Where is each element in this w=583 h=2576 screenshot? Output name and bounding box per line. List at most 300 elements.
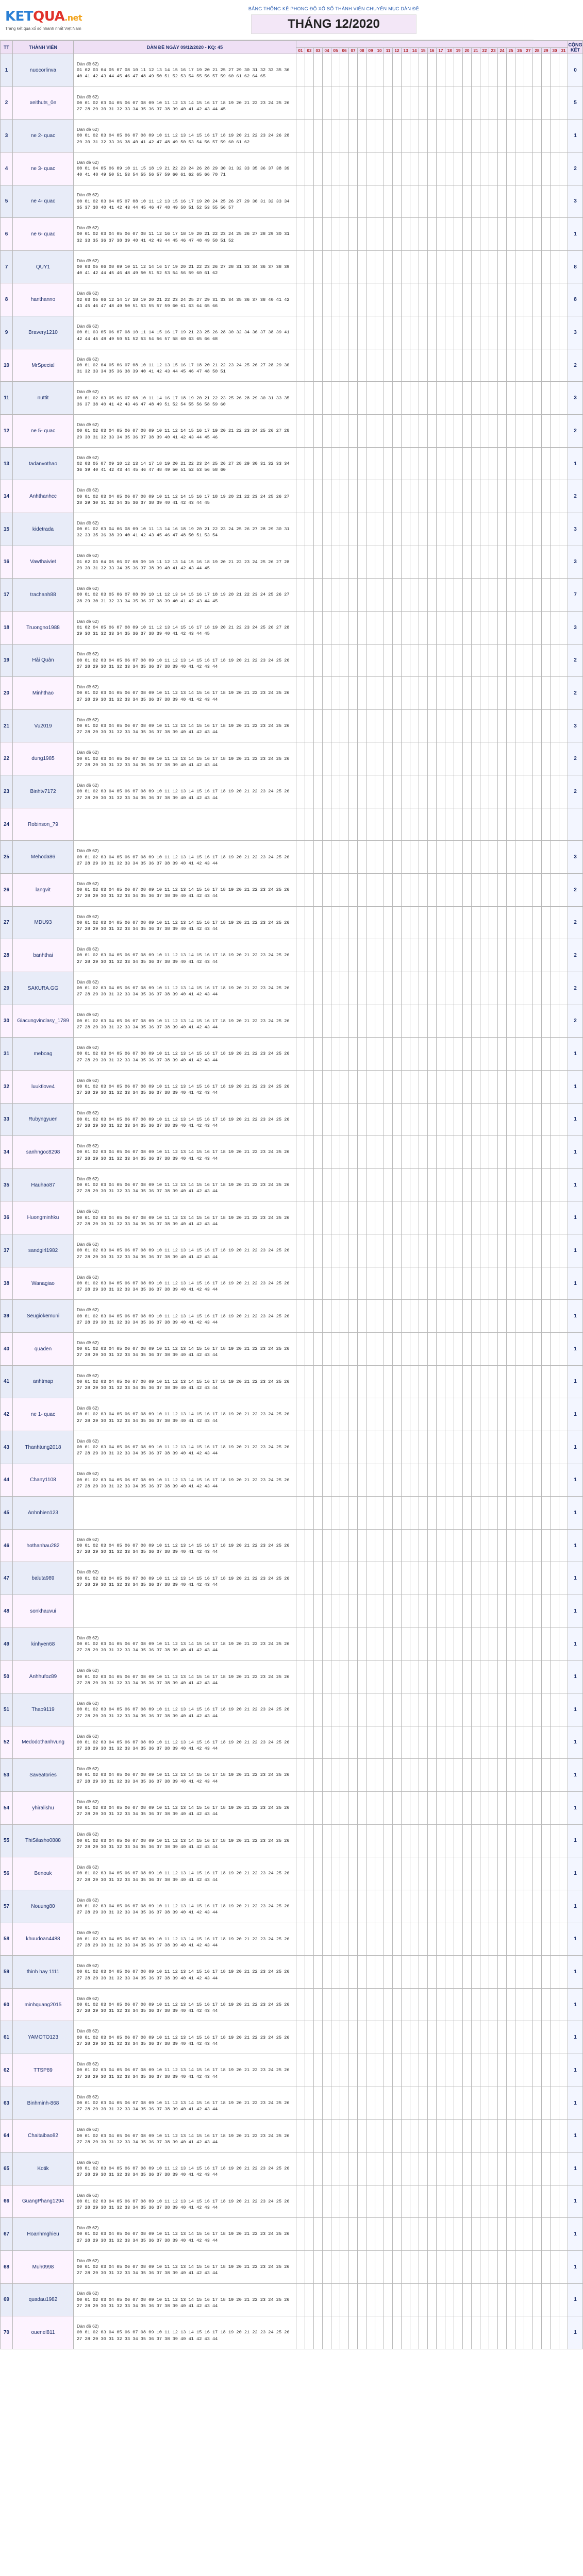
site-logo[interactable]	[0, 0, 134, 40]
day-cell	[314, 1267, 323, 1300]
day-cell	[375, 939, 384, 972]
member-name-link[interactable]: thinh hay 1111	[13, 1956, 74, 1989]
day-cell	[463, 841, 472, 874]
day-cell	[480, 709, 489, 742]
day-cell	[331, 742, 340, 775]
day-cell	[515, 2120, 524, 2153]
day-cell	[296, 415, 305, 448]
member-name-link[interactable]: Medodothanhvung	[13, 1726, 74, 1759]
day-cell	[367, 579, 375, 612]
day-cell	[340, 1038, 349, 1071]
row-total: 1	[568, 2054, 583, 2087]
day-cell	[489, 415, 498, 448]
day-cell	[437, 906, 445, 939]
day-cell	[515, 2283, 524, 2316]
number-set-values: 01 02 04 05 06 07 08 09 10 11 12 13 14 15 16 17 18 19 20 21 22 23 24 25 26 27 28 29 30 31 32 33 34 35 36 37 38 39 40 41 42 43 44 45	[77, 625, 290, 637]
day-cell	[375, 1103, 384, 1136]
day-cell	[445, 611, 454, 644]
day-cell	[331, 283, 340, 316]
row-total: 1	[568, 1890, 583, 1923]
day-cell	[437, 1398, 445, 1431]
day-cell	[419, 2021, 428, 2054]
day-cell	[384, 1988, 393, 2021]
number-set-cell	[74, 1267, 296, 1300]
day-cell	[402, 2153, 410, 2185]
day-cell	[498, 1038, 507, 1071]
day-cell	[410, 349, 419, 382]
day-cell	[296, 1562, 305, 1595]
day-cell	[472, 972, 480, 1005]
day-cell	[375, 2120, 384, 2153]
day-cell	[489, 2185, 498, 2218]
day-cell	[349, 1890, 358, 1923]
logo-wordmark[interactable]	[5, 9, 129, 25]
day-cell	[515, 1562, 524, 1595]
number-set-values: 00 01 02 03 04 05 06 07 08 09 10 11 12 13 14 15 16 17 18 19 20 21 22 23 24 25 26 27 28 29 30 31 32 33 34 35 36 37 38 39 40 41 42 43 44	[77, 1772, 290, 1784]
day-cell	[559, 1070, 568, 1103]
member-name-link[interactable]: anhtmap	[13, 1365, 74, 1398]
table-row	[1, 218, 583, 251]
member-name-link[interactable]: Truongno1988	[13, 611, 74, 644]
day-cell	[498, 152, 507, 185]
row-index: 22	[1, 742, 13, 775]
day-cell	[498, 1890, 507, 1923]
member-name-link[interactable]: Minhthao	[13, 677, 74, 710]
day-cell	[331, 611, 340, 644]
member-name-link[interactable]: Hải Quân	[13, 644, 74, 677]
day-cell	[349, 972, 358, 1005]
member-name-link[interactable]: Anhnhien123	[13, 1497, 74, 1530]
day-cell	[375, 1660, 384, 1693]
member-name-link[interactable]: xeithuts_0e	[13, 87, 74, 120]
member-name-link[interactable]: TTSP89	[13, 2054, 74, 2087]
day-cell	[515, 1332, 524, 1365]
member-name-link[interactable]: MDU93	[13, 906, 74, 939]
number-set-values: 00 01 02 03 04 05 06 07 08 09 10 11 12 13 14 15 16 17 18 19 20 21 22 23 24 25 26 27 28 29 30 31 32 33 34 35 36 37 38 39 40 41 42 43 44	[77, 1412, 290, 1423]
day-cell	[472, 283, 480, 316]
day-cell	[419, 1497, 428, 1530]
day-cell	[551, 250, 559, 283]
day-cell	[498, 2054, 507, 2087]
day-cell	[419, 1005, 428, 1038]
day-cell	[314, 1660, 323, 1693]
day-cell	[463, 1890, 472, 1923]
day-cell	[393, 841, 402, 874]
day-cell	[323, 1824, 331, 1857]
day-cell	[480, 1332, 489, 1365]
day-cell	[384, 152, 393, 185]
day-cell	[305, 579, 314, 612]
table-row	[1, 2218, 583, 2251]
day-cell	[305, 1562, 314, 1595]
day-cell	[533, 1168, 542, 1201]
row-total: 1	[568, 2153, 583, 2185]
day-cell	[463, 1136, 472, 1169]
day-cell	[349, 1431, 358, 1464]
member-name-link[interactable]: Muh0998	[13, 2250, 74, 2283]
member-name-link[interactable]: Hoanhmghieu	[13, 2218, 74, 2251]
day-cell	[551, 1759, 559, 1792]
member-name-link[interactable]: banhthai	[13, 939, 74, 972]
member-name-link[interactable]: ne 6- quac	[13, 218, 74, 251]
day-cell	[472, 218, 480, 251]
row-index: 43	[1, 1431, 13, 1464]
day-cell	[367, 546, 375, 579]
day-cell	[393, 1791, 402, 1824]
row-index: 5	[1, 185, 13, 218]
day-cell	[542, 2250, 551, 2283]
member-name-link[interactable]: sanhngoc8298	[13, 1136, 74, 1169]
member-name-link[interactable]: hothanhau282	[13, 1529, 74, 1562]
member-name-link[interactable]: meboag	[13, 1038, 74, 1071]
member-name-link[interactable]: ThiSilasho0888	[13, 1824, 74, 1857]
number-set-values: 00 01 02 03 04 05 06 07 08 09 10 11 12 13 14 15 16 17 18 19 20 21 22 23 24 25 26 27 28 29 30 31 32 33 34 35 36 37 38 39 40 41 42 43 44	[77, 2264, 290, 2276]
member-name-link[interactable]: khuudoan4488	[13, 1923, 74, 1956]
day-cell	[323, 1136, 331, 1169]
row-index: 42	[1, 1398, 13, 1431]
day-cell	[384, 1693, 393, 1726]
day-cell	[472, 546, 480, 579]
number-set-cell	[74, 709, 296, 742]
day-cell	[384, 2316, 393, 2349]
member-name-link[interactable]: MrSpecial	[13, 349, 74, 382]
member-name-link[interactable]: SAKURA.GG	[13, 972, 74, 1005]
day-cell	[428, 1201, 437, 1234]
day-cell	[559, 906, 568, 939]
member-name-link[interactable]: Anhhufoz89	[13, 1660, 74, 1693]
day-cell	[428, 2054, 437, 2087]
day-cell	[445, 1332, 454, 1365]
member-name-link[interactable]: Rubyngyuen	[13, 1103, 74, 1136]
day-cell	[498, 283, 507, 316]
member-name-link[interactable]: Thanhtung2018	[13, 1431, 74, 1464]
number-set-cell	[74, 1234, 296, 1267]
day-cell	[410, 1759, 419, 1792]
number-set-cell	[74, 250, 296, 283]
day-cell	[480, 2250, 489, 2283]
day-cell	[437, 1103, 445, 1136]
day-cell	[498, 1923, 507, 1956]
member-name-link[interactable]: Thao9119	[13, 1693, 74, 1726]
day-cell	[331, 1890, 340, 1923]
day-cell	[375, 709, 384, 742]
day-cell	[349, 513, 358, 546]
table-row	[1, 87, 583, 120]
day-cell	[367, 1890, 375, 1923]
member-name-link[interactable]: Vu2019	[13, 709, 74, 742]
day-cell	[402, 677, 410, 710]
day-cell	[498, 2316, 507, 2349]
day-cell	[419, 480, 428, 513]
member-name-link[interactable]: Giacungvinclasy_1789	[13, 1005, 74, 1038]
number-set-label: Dàn đề 62)	[77, 421, 99, 427]
member-name-link[interactable]: Saveatories	[13, 1759, 74, 1792]
day-cell	[498, 742, 507, 775]
day-cell	[375, 87, 384, 120]
day-cell	[305, 677, 314, 710]
day-cell	[375, 841, 384, 874]
day-cell	[384, 1168, 393, 1201]
day-cell	[515, 1365, 524, 1398]
member-name-link[interactable]: ouenel811	[13, 2316, 74, 2349]
member-name-link[interactable]: GuangPhang1294	[13, 2185, 74, 2218]
member-name-link[interactable]: dung1985	[13, 742, 74, 775]
day-cell	[419, 644, 428, 677]
day-cell	[402, 1431, 410, 1464]
day-cell	[296, 874, 305, 907]
row-index: 9	[1, 316, 13, 349]
row-index: 10	[1, 349, 13, 382]
day-cell	[384, 1332, 393, 1365]
day-cell	[323, 611, 331, 644]
row-total: 1	[568, 1497, 583, 1530]
member-name-link[interactable]: Vawthaiviet	[13, 546, 74, 579]
day-cell	[480, 2054, 489, 2087]
day-cell	[515, 2021, 524, 2054]
day-cell	[331, 1070, 340, 1103]
number-set-label: Dàn đề 62)	[77, 2258, 99, 2263]
day-cell	[559, 185, 568, 218]
day-cell	[367, 2054, 375, 2087]
member-name-link[interactable]: yhiralishu	[13, 1791, 74, 1824]
day-cell	[384, 1365, 393, 1398]
day-cell	[498, 1857, 507, 1890]
day-cell	[358, 1464, 367, 1497]
day-cell	[375, 1890, 384, 1923]
day-cell	[428, 644, 437, 677]
row-total: 2	[568, 874, 583, 907]
member-name-link[interactable]: Binhminh-868	[13, 2087, 74, 2120]
day-cell	[402, 1562, 410, 1595]
day-cell	[533, 644, 542, 677]
member-name-link[interactable]: QUY1	[13, 250, 74, 283]
day-cell	[296, 316, 305, 349]
row-total: 1	[568, 1267, 583, 1300]
member-name-link[interactable]: ne 2- quac	[13, 120, 74, 152]
day-cell	[410, 1168, 419, 1201]
day-cell	[402, 1628, 410, 1660]
day-cell	[331, 185, 340, 218]
day-cell	[507, 1464, 515, 1497]
member-name-link[interactable]: Bravery1210	[13, 316, 74, 349]
member-name-link[interactable]: kinhyen68	[13, 1628, 74, 1660]
day-cell	[314, 1431, 323, 1464]
member-name-link[interactable]: minhquang2015	[13, 1988, 74, 2021]
day-cell	[323, 972, 331, 1005]
member-name-link[interactable]: ne 3- quac	[13, 152, 74, 185]
number-set-cell	[74, 120, 296, 152]
day-cell	[314, 185, 323, 218]
day-cell	[384, 1234, 393, 1267]
day-cell	[393, 1300, 402, 1333]
table-row	[1, 1136, 583, 1169]
member-name-link[interactable]: ne 4- quac	[13, 185, 74, 218]
table-row	[1, 775, 583, 808]
day-cell	[305, 709, 314, 742]
number-set-label: Dàn đề 62)	[77, 2159, 99, 2165]
day-cell	[340, 579, 349, 612]
day-cell	[340, 1201, 349, 1234]
member-name-link[interactable]: Chaitaibao82	[13, 2120, 74, 2153]
member-name-link[interactable]: tadanvothao	[13, 447, 74, 480]
number-set-cell	[74, 1103, 296, 1136]
day-cell	[445, 349, 454, 382]
day-cell	[507, 1824, 515, 1857]
member-name-link[interactable]: Binhtv7172	[13, 775, 74, 808]
table-row	[1, 54, 583, 87]
day-cell	[393, 250, 402, 283]
day-cell	[349, 2283, 358, 2316]
member-name-link[interactable]: ne 5- quac	[13, 415, 74, 448]
member-name-link[interactable]: Robinson_79	[13, 808, 74, 841]
day-cell	[551, 644, 559, 677]
day-cell	[463, 972, 472, 1005]
day-cell	[515, 644, 524, 677]
day-cell	[524, 447, 533, 480]
day-cell	[384, 87, 393, 120]
day-cell	[507, 644, 515, 677]
day-cell	[340, 2316, 349, 2349]
day-cell	[410, 1529, 419, 1562]
member-name-link[interactable]: Hauhao87	[13, 1168, 74, 1201]
member-name-link[interactable]: Anhthanhcc	[13, 480, 74, 513]
member-name-link[interactable]: sonkhauvui	[13, 1595, 74, 1628]
day-cell	[524, 1890, 533, 1923]
day-cell	[349, 1660, 358, 1693]
member-name-link[interactable]: hanthanno	[13, 283, 74, 316]
member-name-link[interactable]: YAMOTO123	[13, 2021, 74, 2054]
day-cell	[480, 1628, 489, 1660]
day-cell	[515, 709, 524, 742]
member-name-link[interactable]: quadau1982	[13, 2283, 74, 2316]
day-cell	[314, 2153, 323, 2185]
day-cell	[393, 2283, 402, 2316]
day-cell	[445, 2218, 454, 2251]
member-name-link[interactable]: Wanagiao	[13, 1267, 74, 1300]
member-name-link[interactable]: Nouung80	[13, 1890, 74, 1923]
day-cell	[489, 513, 498, 546]
day-cell	[367, 1267, 375, 1300]
member-name-link[interactable]: Benouk	[13, 1857, 74, 1890]
day-cell	[489, 2153, 498, 2185]
member-name-link[interactable]: sandgirl1982	[13, 1234, 74, 1267]
day-cell	[323, 1464, 331, 1497]
day-cell	[367, 1857, 375, 1890]
day-cell	[358, 808, 367, 841]
day-cell	[445, 1070, 454, 1103]
day-cell	[472, 2283, 480, 2316]
day-cell	[296, 1693, 305, 1726]
member-name-link[interactable]: Mehoda86	[13, 841, 74, 874]
row-total: 2	[568, 1005, 583, 1038]
day-cell	[437, 579, 445, 612]
day-cell	[384, 2021, 393, 2054]
day-cell	[367, 2218, 375, 2251]
day-cell	[533, 1267, 542, 1300]
member-name-link[interactable]: quaden	[13, 1332, 74, 1365]
day-cell	[358, 1890, 367, 1923]
member-name-link[interactable]: nuocorlinva	[13, 54, 74, 87]
day-cell	[489, 1168, 498, 1201]
day-cell	[463, 1529, 472, 1562]
row-index: 45	[1, 1497, 13, 1530]
day-cell	[428, 2218, 437, 2251]
day-cell	[445, 644, 454, 677]
number-set-cell	[74, 316, 296, 349]
day-cell	[314, 1988, 323, 2021]
member-name-link[interactable]: Kotik	[13, 2153, 74, 2185]
member-name-link[interactable]: Seugiokemuni	[13, 1300, 74, 1333]
day-cell	[393, 1070, 402, 1103]
number-set-label: Dàn đề 62)	[77, 1209, 99, 1214]
day-cell	[437, 1628, 445, 1660]
member-name-link[interactable]: luuktlove4	[13, 1070, 74, 1103]
day-cell	[393, 1398, 402, 1431]
day-cell	[314, 939, 323, 972]
member-name-link[interactable]: Huongminhku	[13, 1201, 74, 1234]
day-cell	[419, 1628, 428, 1660]
member-name-link[interactable]: nuttit	[13, 382, 74, 415]
member-name-link[interactable]: Chany1108	[13, 1464, 74, 1497]
day-cell	[445, 447, 454, 480]
day-cell	[480, 1529, 489, 1562]
day-cell	[367, 1562, 375, 1595]
number-set-label: Dàn đề 62)	[77, 1766, 99, 1772]
day-cell	[507, 1660, 515, 1693]
day-cell	[419, 2283, 428, 2316]
day-cell	[489, 1234, 498, 1267]
day-cell	[296, 1431, 305, 1464]
day-cell	[480, 644, 489, 677]
day-cell	[454, 1824, 463, 1857]
member-name-link[interactable]: baluta989	[13, 1562, 74, 1595]
row-index: 51	[1, 1693, 13, 1726]
day-cell	[507, 54, 515, 87]
day-cell	[480, 677, 489, 710]
day-cell	[393, 1168, 402, 1201]
day-cell	[410, 1300, 419, 1333]
number-set-values: 00 01 02 03 04 05 06 07 08 09 10 11 12 13 14 15 16 17 18 19 20 21 22 23 24 25 26 27 28 29 30 31 32 33 34 35 36 37 38 39 40 41 42 43 44	[77, 1346, 290, 1358]
day-cell	[384, 349, 393, 382]
member-name-link[interactable]: ne 1- quac	[13, 1398, 74, 1431]
member-name-link[interactable]: kidetrada	[13, 513, 74, 546]
day-cell	[524, 1005, 533, 1038]
title-block	[134, 0, 534, 40]
day-cell	[340, 2250, 349, 2283]
row-index: 52	[1, 1726, 13, 1759]
table-row	[1, 1464, 583, 1497]
day-cell	[542, 906, 551, 939]
day-cell	[367, 1005, 375, 1038]
day-cell	[533, 1693, 542, 1726]
day-cell	[314, 1890, 323, 1923]
day-cell	[437, 415, 445, 448]
day-cell	[314, 218, 323, 251]
day-cell	[402, 1070, 410, 1103]
day-cell	[393, 87, 402, 120]
day-cell	[367, 2120, 375, 2153]
day-cell	[323, 218, 331, 251]
day-cell	[428, 1660, 437, 1693]
table-row	[1, 1365, 583, 1398]
member-name-link[interactable]: langvit	[13, 874, 74, 907]
day-cell	[419, 1791, 428, 1824]
day-cell	[331, 120, 340, 152]
day-cell	[331, 2218, 340, 2251]
row-total: 1	[568, 1857, 583, 1890]
day-cell	[559, 1497, 568, 1530]
member-name-link[interactable]: trachanh88	[13, 579, 74, 612]
